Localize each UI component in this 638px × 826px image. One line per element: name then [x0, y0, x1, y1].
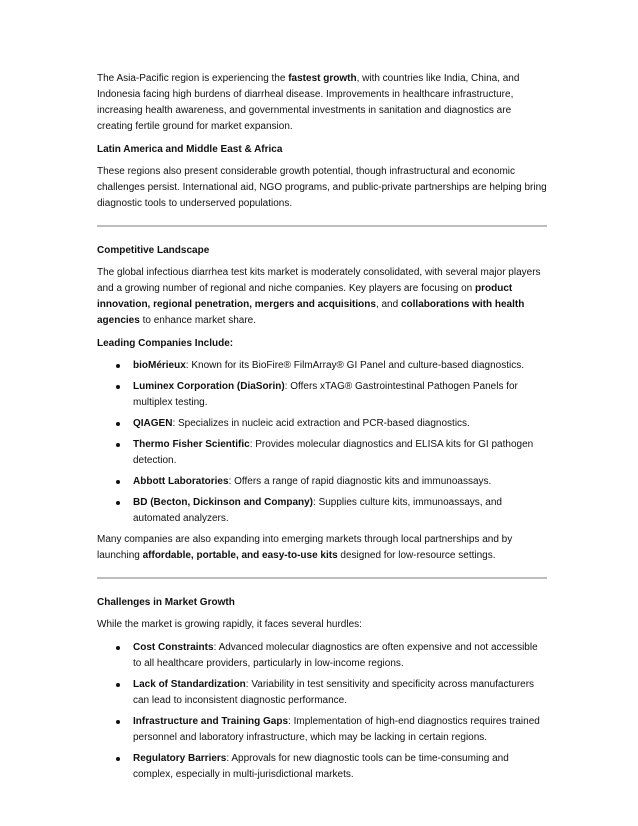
asia-pacific-paragraph: The Asia-Pacific region is experiencing the fastest growth, with countries like India, China, and Indonesia facing high burdens of diarrheal disease. Improvements in healthcare infrastructure, increasing health awareness, and governmental investments in sanitation and diagnostics are creating fertile ground for market expansion. [97, 73, 520, 132]
emerging-markets-paragraph: Many companies are also expanding into emerging markets through local partnerships and by launching affordable, portable, and easy-to-use kits designed for low-resource settings. [97, 534, 513, 561]
list-item: Cost Constraints: Advanced molecular diagnostics are often expensive and not accessible to all healthcare providers, particularly in low-income regions. [97, 640, 547, 672]
list-item: Infrastructure and Training Gaps: Implementation of high-end diagnostics requires trained personnel and laboratory infrastructure, which may be lacking in certain regions. [97, 714, 547, 746]
section-divider [97, 225, 547, 227]
challenges-heading: Challenges in Market Growth [97, 597, 235, 608]
competitive-landscape-heading: Competitive Landscape [97, 245, 210, 256]
bullet-icon [116, 364, 120, 368]
bullet-icon [116, 501, 120, 505]
bullet-icon [116, 757, 120, 761]
list-item: bioMérieux: Known for its BioFire® FilmArray® GI Panel and culture-based diagnostics. [97, 358, 547, 374]
leading-companies-heading: Leading Companies Include: [97, 338, 234, 349]
list-item: BD (Becton, Dickinson and Company): Supplies culture kits, immunoassays, and automated analyzers. [97, 495, 547, 527]
bullet-icon [116, 443, 120, 447]
bullet-icon [116, 480, 120, 484]
latam-mea-paragraph: These regions also present considerable growth potential, though infrastructural and economic challenges persist. International aid, NGO programs, and public-private partnerships are helping bring diagnostic tools to underserved populations. [97, 166, 547, 209]
list-item: Luminex Corporation (DiaSorin): Offers xTAG® Gastrointestinal Pathogen Panels for multiplex testing. [97, 379, 547, 411]
bullet-icon [116, 683, 120, 687]
list-item: Abbott Laboratories: Offers a range of rapid diagnostic kits and immunoassays. [97, 474, 547, 490]
list-item: Thermo Fisher Scientific: Provides molecular diagnostics and ELISA kits for GI pathogen detection. [97, 437, 547, 469]
bullet-icon [116, 646, 120, 650]
challenges-list [97, 640, 547, 783]
list-item: Regulatory Barriers: Approvals for new diagnostic tools can be time-consuming and complex, especially in multi-jurisdictional markets. [97, 751, 547, 783]
document-page [97, 71, 547, 788]
bullet-icon [116, 422, 120, 426]
competitive-paragraph: The global infectious diarrhea test kits market is moderately consolidated, with several major players and a growing number of regional and niche companies. Key players are focusing on product innovation, regional penetration, mergers and acquisitions, and collaborations with health agencies to enhance market share. [97, 267, 541, 326]
companies-list [97, 358, 547, 527]
latam-mea-heading: Latin America and Middle East & Africa [97, 144, 283, 155]
section-divider [97, 577, 547, 579]
bullet-icon [116, 385, 120, 389]
challenges-intro: While the market is growing rapidly, it faces several hurdles: [97, 619, 362, 630]
list-item: QIAGEN: Specializes in nucleic acid extraction and PCR-based diagnostics. [97, 416, 547, 432]
bullet-icon [116, 720, 120, 724]
list-item: Lack of Standardization: Variability in test sensitivity and specificity across manufacturers can lead to inconsistent diagnostic performance. [97, 677, 547, 709]
